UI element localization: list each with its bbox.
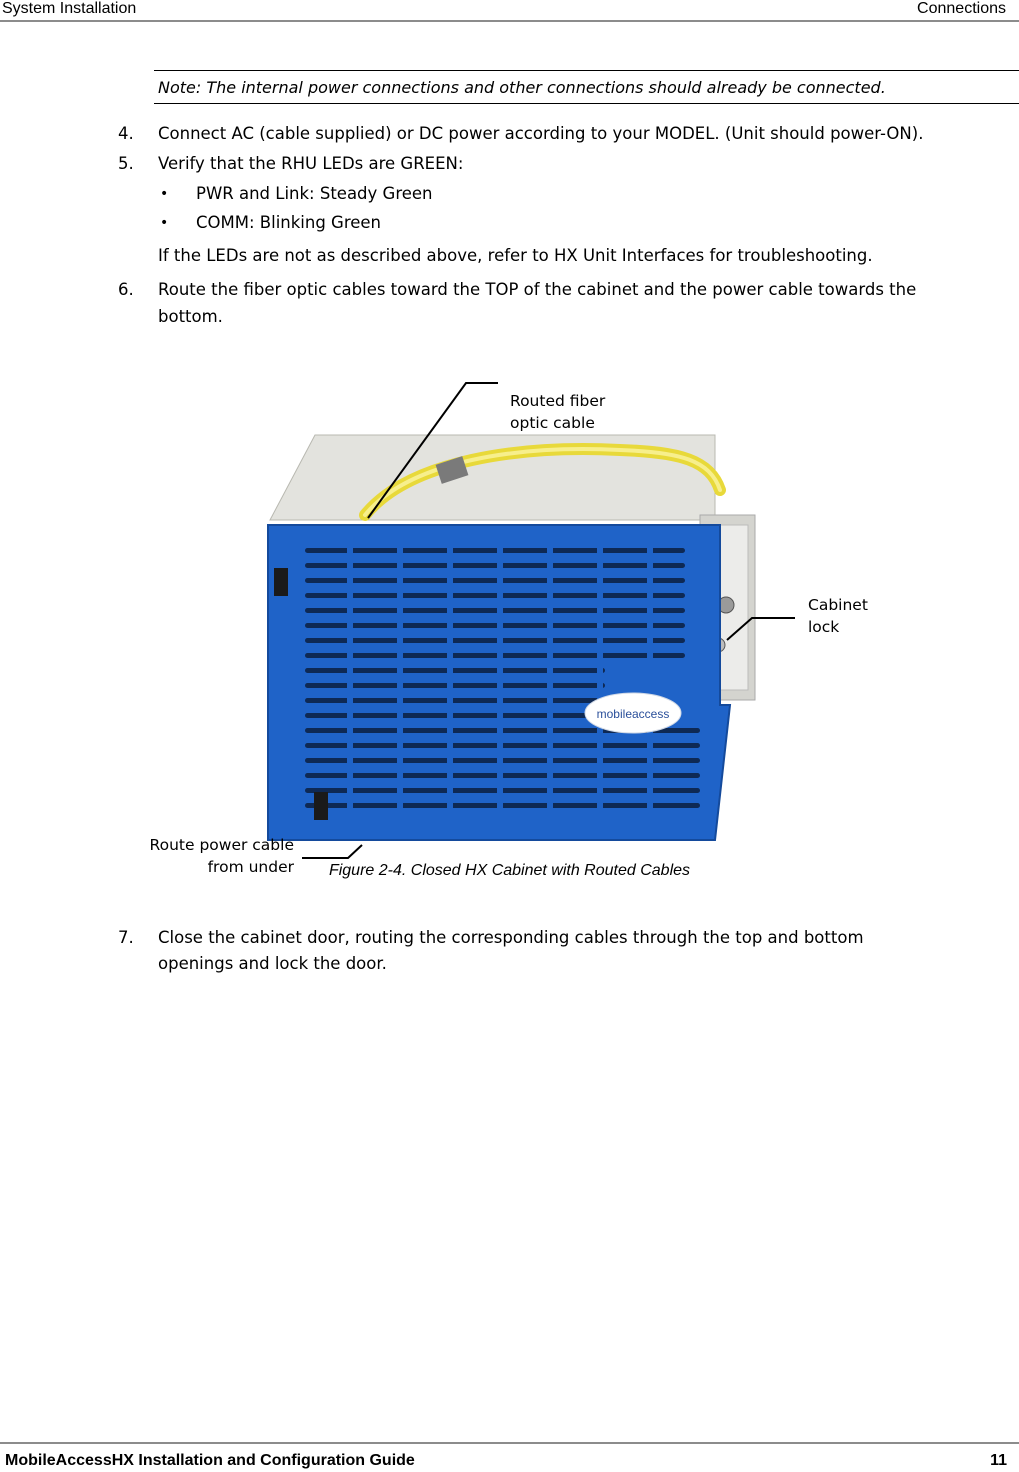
callout-text: Cabinet <box>808 596 868 614</box>
step-text: Route the fiber optic cables toward the TOP of the cabinet and the power cable towards the <box>158 280 917 299</box>
callout-text: lock <box>808 618 840 636</box>
callout-text: Route power cable <box>149 836 294 854</box>
logo-text: mobileaccess <box>596 707 670 721</box>
leader-power <box>302 845 362 858</box>
callout-fiber <box>510 390 605 434</box>
page-number: 11 <box>990 1452 1007 1469</box>
step-text: Close the cabinet door, routing the corresponding cables through the top and bottom <box>158 928 864 947</box>
bullet-icon: • <box>160 186 169 202</box>
bullet-icon: • <box>160 215 169 231</box>
step-number: 4. <box>118 124 134 143</box>
step-number: 7. <box>118 928 134 947</box>
figure-caption: Figure 2-4. Closed HX Cabinet with Routed Cables <box>328 862 691 879</box>
callout-lock <box>808 594 868 638</box>
footer-rule <box>0 1442 1019 1444</box>
step-text: Verify that the RHU LEDs are GREEN: <box>158 154 464 173</box>
step-number: 6. <box>118 280 134 299</box>
step-number: 5. <box>118 154 134 173</box>
bullet-item: PWR and Link: Steady Green <box>196 184 433 203</box>
callout-text: Routed fiber <box>510 392 606 410</box>
header-section-title: System Installation <box>2 0 137 17</box>
step-text: Connect AC (cable supplied) or DC power according to your MODEL. (Unit should power-ON). <box>158 124 924 143</box>
bullet-item: COMM: Blinking Green <box>196 213 382 232</box>
footer-doc-title: MobileAccessHX Installation and Configuration Guide <box>5 1452 415 1469</box>
header-chapter-title: Connections <box>917 0 1006 17</box>
callout-text: optic cable <box>510 414 595 432</box>
step-7 <box>118 928 864 948</box>
step-5-followup: If the LEDs are not as described above, refer to HX Unit Interfaces for troubleshooting. <box>158 246 873 265</box>
step-6-continued: bottom. <box>158 307 223 326</box>
leader-fiber <box>368 383 498 518</box>
leader-lock <box>727 618 795 640</box>
note-box: Note: The internal power connections and other connections should already be connected. <box>154 70 1019 104</box>
step-7-continued: openings and lock the door. <box>158 954 387 973</box>
callout-text: from under <box>207 858 294 876</box>
